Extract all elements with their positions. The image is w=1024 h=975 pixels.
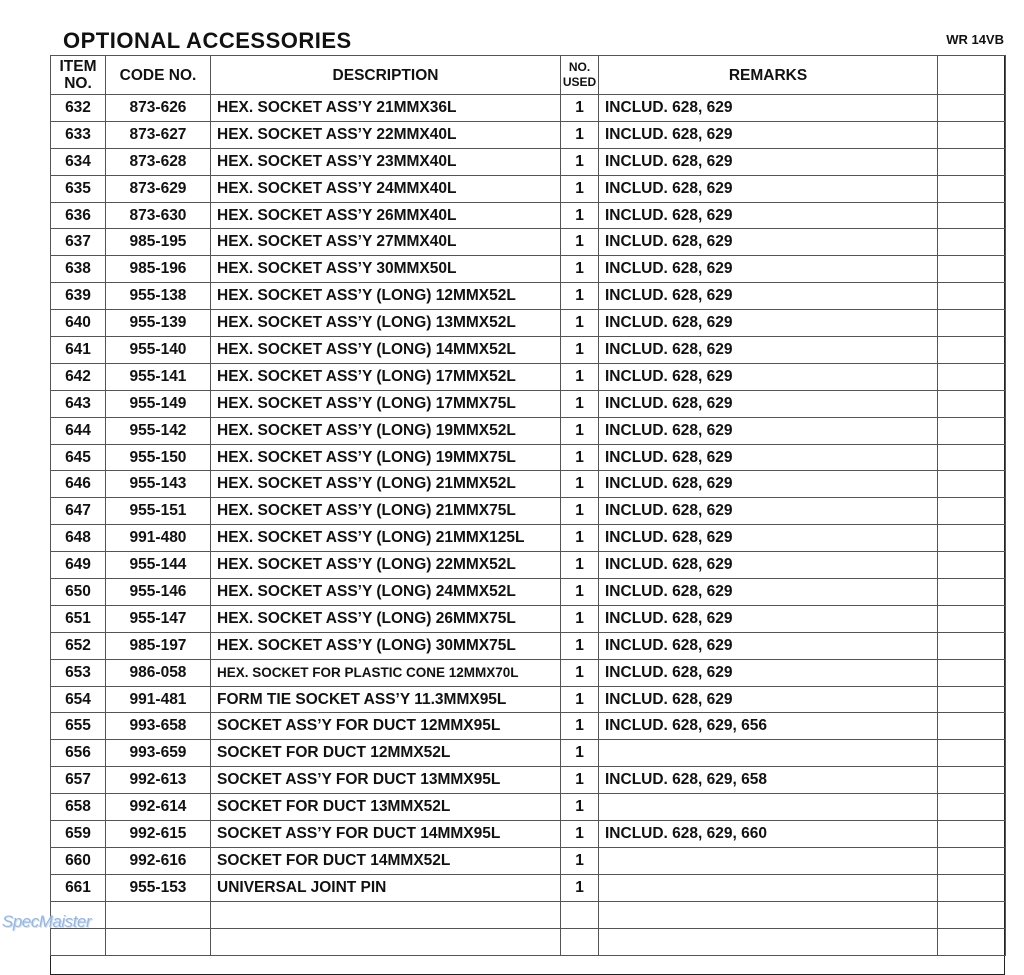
blank-cell [938,632,1006,659]
description-cell: SOCKET FOR DUCT 13MMX52L [211,794,561,821]
blank-cell [938,363,1006,390]
item-no-cell: 656 [51,740,106,767]
item-no-cell: 635 [51,175,106,202]
blank-cell [938,659,1006,686]
item-no-cell: 659 [51,821,106,848]
item-no-cell: 642 [51,363,106,390]
no-used-cell: 1 [561,659,599,686]
watermark-logo: SpecMaister [2,912,91,931]
item-no-cell: 661 [51,874,106,901]
no-used-cell [561,928,599,955]
remarks-cell [599,928,938,955]
no-used-cell: 1 [561,847,599,874]
item-no-cell: 650 [51,579,106,606]
code-no-cell: 985-196 [106,256,211,283]
table-row [51,686,1006,713]
item-no-cell: 652 [51,632,106,659]
blank-cell [938,901,1006,928]
remarks-cell [599,847,938,874]
table-row [51,283,1006,310]
item-no-cell: 657 [51,767,106,794]
description-cell: HEX. SOCKET ASS’Y (LONG) 21MMX52L [211,471,561,498]
item-no-cell: 639 [51,283,106,310]
description-cell: HEX. SOCKET ASS’Y 22MMX40L [211,121,561,148]
description-cell: HEX. SOCKET ASS’Y (LONG) 21MMX125L [211,525,561,552]
remarks-cell: INCLUD. 628, 629 [599,337,938,364]
remarks-cell: INCLUD. 628, 629 [599,498,938,525]
remarks-cell: INCLUD. 628, 629 [599,229,938,256]
table-row [51,605,1006,632]
remarks-cell [599,740,938,767]
remarks-cell: INCLUD. 628, 629 [599,605,938,632]
item-no-cell: 651 [51,605,106,632]
code-no-cell: 993-658 [106,713,211,740]
no-used-cell: 1 [561,310,599,337]
no-used-cell: 1 [561,740,599,767]
code-no-cell: 993-659 [106,740,211,767]
code-no-cell: 873-629 [106,175,211,202]
blank-cell [938,283,1006,310]
remarks-cell: INCLUD. 628, 629 [599,310,938,337]
item-no-cell: 633 [51,121,106,148]
code-no-cell: 985-195 [106,229,211,256]
item-no-cell: 632 [51,95,106,122]
model-code: WR 14VB [946,32,1004,47]
table-row [51,121,1006,148]
description-cell: HEX. SOCKET ASS’Y (LONG) 17MMX75L [211,390,561,417]
no-used-cell: 1 [561,874,599,901]
header-item-no-line1: ITEM [59,58,97,75]
remarks-cell: INCLUD. 628, 629 [599,525,938,552]
header-description: DESCRIPTION [211,56,561,95]
remarks-cell: INCLUD. 628, 629, 658 [599,767,938,794]
code-no-cell: 955-141 [106,363,211,390]
blank-cell [938,767,1006,794]
remarks-cell: INCLUD. 628, 629 [599,552,938,579]
blank-cell [938,444,1006,471]
table-row [51,175,1006,202]
remarks-cell [599,901,938,928]
description-cell: SOCKET ASS’Y FOR DUCT 12MMX95L [211,713,561,740]
no-used-cell: 1 [561,605,599,632]
description-cell: UNIVERSAL JOINT PIN [211,874,561,901]
table-row [51,229,1006,256]
table-row [51,310,1006,337]
blank-cell [938,202,1006,229]
no-used-cell: 1 [561,444,599,471]
no-used-cell: 1 [561,525,599,552]
table-row [51,767,1006,794]
table-row [51,794,1006,821]
item-no-cell: 653 [51,659,106,686]
code-no-cell: 955-147 [106,605,211,632]
table-row [51,148,1006,175]
item-no-cell: 644 [51,417,106,444]
remarks-cell [599,794,938,821]
remarks-cell: INCLUD. 628, 629 [599,95,938,122]
header-remarks: REMARKS [599,56,938,95]
remarks-cell: INCLUD. 628, 629 [599,659,938,686]
description-cell: HEX. SOCKET ASS’Y (LONG) 13MMX52L [211,310,561,337]
no-used-cell: 1 [561,498,599,525]
table-row [51,95,1006,122]
table-row [51,337,1006,364]
remarks-cell: INCLUD. 628, 629 [599,632,938,659]
code-no-cell: 873-627 [106,121,211,148]
description-cell: HEX. SOCKET ASS’Y (LONG) 14MMX52L [211,337,561,364]
table-row [51,256,1006,283]
table-row [51,444,1006,471]
no-used-cell: 1 [561,390,599,417]
item-no-cell: 640 [51,310,106,337]
blank-cell [938,579,1006,606]
description-cell: HEX. SOCKET ASS’Y (LONG) 19MMX52L [211,417,561,444]
code-no-cell: 955-146 [106,579,211,606]
remarks-cell: INCLUD. 628, 629 [599,686,938,713]
blank-cell [938,713,1006,740]
code-no-cell: 985-197 [106,632,211,659]
no-used-cell [561,901,599,928]
table-row [51,579,1006,606]
table-row [51,901,1006,928]
item-no-cell: 655 [51,713,106,740]
header-no-used-line1: NO. [568,60,591,74]
remarks-cell: INCLUD. 628, 629 [599,579,938,606]
remarks-cell: INCLUD. 628, 629 [599,444,938,471]
no-used-cell: 1 [561,229,599,256]
blank-cell [938,417,1006,444]
item-no-cell: 649 [51,552,106,579]
item-no-cell: 641 [51,337,106,364]
description-cell: HEX. SOCKET ASS’Y 21MMX36L [211,95,561,122]
no-used-cell: 1 [561,471,599,498]
item-no-cell: 646 [51,471,106,498]
remarks-cell: INCLUD. 628, 629 [599,471,938,498]
remarks-cell [599,874,938,901]
no-used-cell: 1 [561,417,599,444]
no-used-cell: 1 [561,148,599,175]
code-no-cell [106,928,211,955]
remarks-cell: INCLUD. 628, 629 [599,363,938,390]
blank-cell [938,821,1006,848]
code-no-cell: 986-058 [106,659,211,686]
blank-cell [938,175,1006,202]
page-title: OPTIONAL ACCESSORIES [63,28,352,53]
code-no-cell: 992-615 [106,821,211,848]
no-used-cell: 1 [561,256,599,283]
no-used-cell: 1 [561,95,599,122]
code-no-cell: 955-140 [106,337,211,364]
blank-cell [938,525,1006,552]
blank-cell [938,471,1006,498]
description-cell: HEX. SOCKET ASS’Y (LONG) 12MMX52L [211,283,561,310]
code-no-cell: 873-630 [106,202,211,229]
blank-cell [938,605,1006,632]
code-no-cell: 992-616 [106,847,211,874]
description-cell: FORM TIE SOCKET ASS’Y 11.3MMX95L [211,686,561,713]
table-row [51,202,1006,229]
code-no-cell: 955-143 [106,471,211,498]
code-no-cell: 992-613 [106,767,211,794]
remarks-cell: INCLUD. 628, 629, 656 [599,713,938,740]
table-row [51,874,1006,901]
blank-cell [938,740,1006,767]
header-item-no [51,56,106,95]
no-used-cell: 1 [561,579,599,606]
blank-cell [938,121,1006,148]
description-cell: HEX. SOCKET ASS’Y (LONG) 30MMX75L [211,632,561,659]
table-row [51,659,1006,686]
remarks-cell: INCLUD. 628, 629, 660 [599,821,938,848]
blank-cell [938,390,1006,417]
item-no-cell [51,928,106,955]
description-cell: HEX. SOCKET ASS’Y (LONG) 21MMX75L [211,498,561,525]
accessories-table [50,55,1006,956]
header-no-used [561,56,599,95]
table-row [51,821,1006,848]
description-cell: HEX. SOCKET ASS’Y (LONG) 26MMX75L [211,605,561,632]
table-row [51,928,1006,955]
item-no-cell: 648 [51,525,106,552]
blank-cell [938,337,1006,364]
description-cell: SOCKET ASS’Y FOR DUCT 14MMX95L [211,821,561,848]
description-cell: HEX. SOCKET FOR PLASTIC CONE 12MMX70L [211,659,561,686]
description-cell: HEX. SOCKET ASS’Y 23MMX40L [211,148,561,175]
code-no-cell: 955-150 [106,444,211,471]
header-code-no: CODE NO. [106,56,211,95]
description-cell: SOCKET ASS’Y FOR DUCT 13MMX95L [211,767,561,794]
description-cell: SOCKET FOR DUCT 12MMX52L [211,740,561,767]
description-cell: HEX. SOCKET ASS’Y 24MMX40L [211,175,561,202]
blank-cell [938,847,1006,874]
description-cell: HEX. SOCKET ASS’Y 30MMX50L [211,256,561,283]
no-used-cell: 1 [561,794,599,821]
table-row [51,525,1006,552]
item-no-cell: 660 [51,847,106,874]
item-no-cell: 634 [51,148,106,175]
description-cell: HEX. SOCKET ASS’Y 26MMX40L [211,202,561,229]
blank-cell [938,794,1006,821]
code-no-cell: 955-138 [106,283,211,310]
no-used-cell: 1 [561,175,599,202]
blank-cell [938,256,1006,283]
remarks-cell: INCLUD. 628, 629 [599,175,938,202]
remarks-cell: INCLUD. 628, 629 [599,148,938,175]
item-no-cell: 654 [51,686,106,713]
blank-cell [938,928,1006,955]
table-body [51,95,1006,956]
table-row [51,498,1006,525]
header-blank [938,56,1006,95]
no-used-cell: 1 [561,767,599,794]
remarks-cell: INCLUD. 628, 629 [599,417,938,444]
code-no-cell: 992-614 [106,794,211,821]
blank-cell [938,552,1006,579]
remarks-cell: INCLUD. 628, 629 [599,283,938,310]
description-cell: HEX. SOCKET ASS’Y (LONG) 17MMX52L [211,363,561,390]
table-row [51,552,1006,579]
table-row [51,713,1006,740]
code-no-cell [106,901,211,928]
table-row [51,740,1006,767]
description-cell: SOCKET FOR DUCT 14MMX52L [211,847,561,874]
remarks-cell: INCLUD. 628, 629 [599,390,938,417]
item-no-cell: 645 [51,444,106,471]
description-cell: HEX. SOCKET ASS’Y (LONG) 24MMX52L [211,579,561,606]
no-used-cell: 1 [561,686,599,713]
header-item-no-line2: NO. [64,75,92,92]
table-header-row [51,56,1006,95]
blank-cell [938,229,1006,256]
description-cell [211,928,561,955]
remarks-cell: INCLUD. 628, 629 [599,256,938,283]
no-used-cell: 1 [561,713,599,740]
blank-cell [938,686,1006,713]
table-row [51,363,1006,390]
code-no-cell: 955-139 [106,310,211,337]
no-used-cell: 1 [561,283,599,310]
description-cell: HEX. SOCKET ASS’Y 27MMX40L [211,229,561,256]
no-used-cell: 1 [561,552,599,579]
code-no-cell: 955-144 [106,552,211,579]
description-cell: HEX. SOCKET ASS’Y (LONG) 19MMX75L [211,444,561,471]
item-no-cell: 637 [51,229,106,256]
table-row [51,847,1006,874]
table-row [51,471,1006,498]
description-cell: HEX. SOCKET ASS’Y (LONG) 22MMX52L [211,552,561,579]
no-used-cell: 1 [561,337,599,364]
no-used-cell: 1 [561,632,599,659]
code-no-cell: 991-480 [106,525,211,552]
item-no-cell: 636 [51,202,106,229]
item-no-cell: 643 [51,390,106,417]
item-no-cell: 647 [51,498,106,525]
header-no-used-line2: USED [562,75,597,89]
item-no-cell: 638 [51,256,106,283]
description-cell [211,901,561,928]
table-row [51,632,1006,659]
code-no-cell: 991-481 [106,686,211,713]
code-no-cell: 955-153 [106,874,211,901]
blank-cell [938,498,1006,525]
code-no-cell: 873-626 [106,95,211,122]
remarks-cell: INCLUD. 628, 629 [599,202,938,229]
blank-cell [938,874,1006,901]
code-no-cell: 955-149 [106,390,211,417]
blank-cell [938,95,1006,122]
code-no-cell: 955-142 [106,417,211,444]
code-no-cell: 873-628 [106,148,211,175]
table-row [51,390,1006,417]
blank-cell [938,310,1006,337]
item-no-cell: 658 [51,794,106,821]
no-used-cell: 1 [561,821,599,848]
no-used-cell: 1 [561,121,599,148]
table-row [51,417,1006,444]
remarks-cell: INCLUD. 628, 629 [599,121,938,148]
no-used-cell: 1 [561,202,599,229]
code-no-cell: 955-151 [106,498,211,525]
blank-cell [938,148,1006,175]
no-used-cell: 1 [561,363,599,390]
